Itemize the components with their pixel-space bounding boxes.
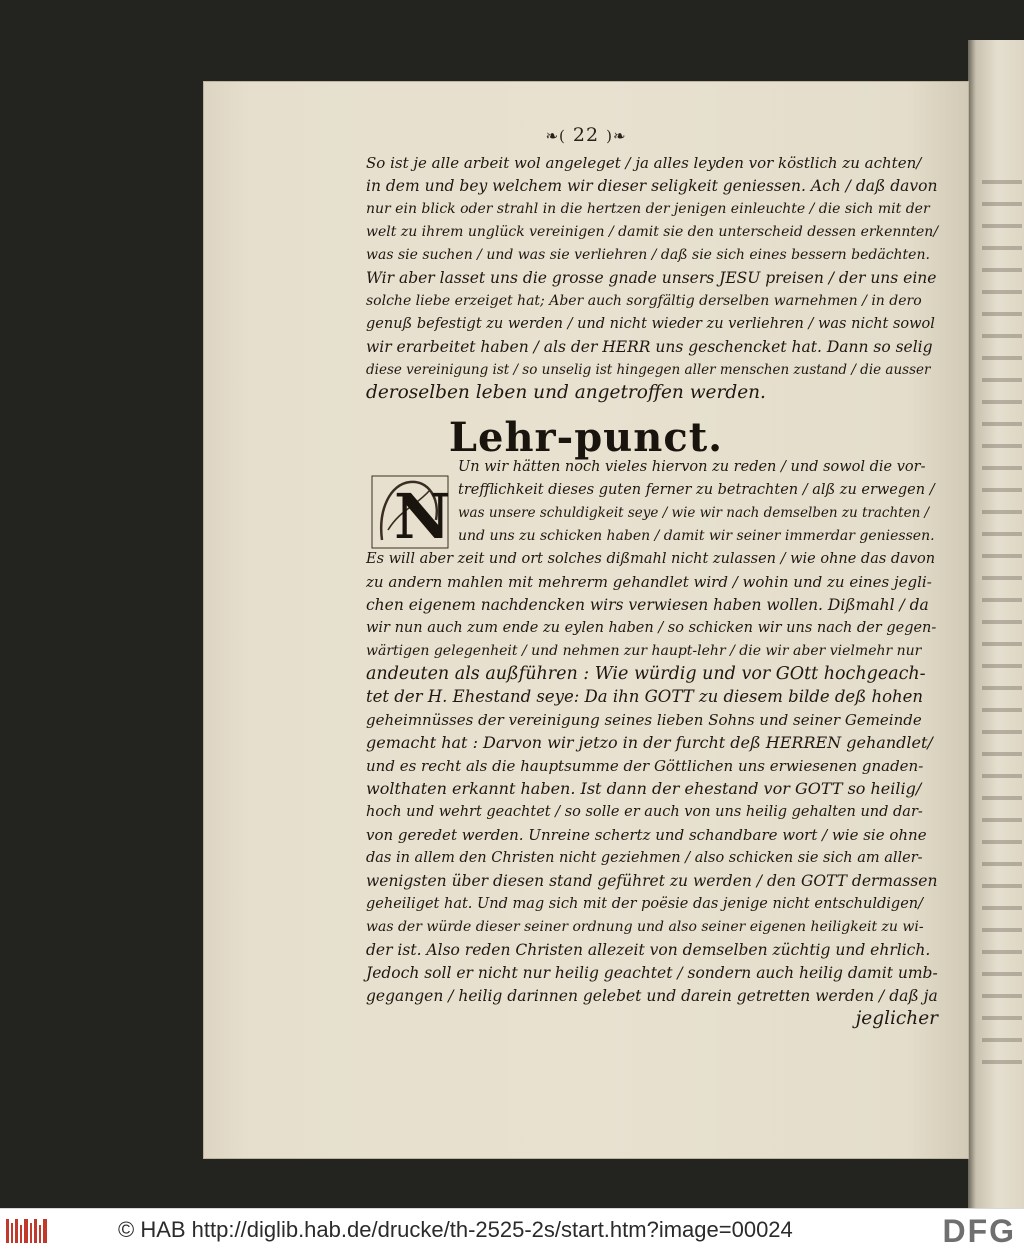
text-line: chen eigenem nachdencken wirs verwiesen haben wollen. Dißmahl / da [366,596,929,614]
text-line: und uns zu schicken haben / damit wir seiner immerdar geniessen. [458,528,935,544]
text-line: und es recht als die hauptsumme der Göttlichen uns erwiesenen gnaden- [366,757,924,775]
section-heading: Lehr-punct. [448,414,724,461]
adjacent-page-edge [968,40,1024,1208]
page-header [204,124,968,146]
text-line: trefflichkeit dieses guten ferner zu betrachten / alß zu erwegen / [458,482,935,498]
text-line: hoch und wehrt geachtet / so solle er auch von uns heilig gehalten und dar- [366,804,923,820]
text-line: diese vereinigung ist / so unselig ist hingegen aller menschen zustand / die ausser [366,362,931,378]
text-line: gegangen / heilig darinnen gelebet und darein getretten werden / daß ja [366,987,938,1005]
text-line: wärtigen gelegenheit / und nehmen zur haupt-lehr / die wir aber vielmehr nur [366,643,922,659]
hab-logo-icon [6,1217,48,1245]
text-line: genuß befestigt zu werden / und nicht wieder zu verliehren / was nicht sowol [366,316,935,332]
text-line: wir erarbeitet haben / als der HERR uns geschencket hat. Dann so selig [366,338,933,356]
text-line: was unsere schuldigkeit seye / wie wir nach demselben zu trachten / [458,505,930,521]
text-line: Es will aber zeit und ort solches dißmahl nicht zulassen / wie ohne das davon [366,551,936,567]
text-line: tet der H. Ehestand seye: Da ihn GOTT zu diesem bilde deß hohen [366,687,924,706]
text-line: wenigsten über diesen stand geführet zu werden / den GOTT dermassen [366,872,938,890]
text-line: in dem und bey welchem wir dieser seligkeit geniessen. Ach / daß davon [366,177,938,195]
text-line: wir nun auch zum ende zu eylen haben / so schicken wir uns nach der gegen- [366,620,937,636]
catchword: jeglicher [855,1008,938,1029]
text-line: deroselben leben und angetroffen werden. [366,382,766,403]
header-right-ornament: )❧ [606,127,627,145]
initial-letter: N [394,480,451,552]
text-line: geheiliget hat. Und mag sich mit der poësie das jenige nicht entschuldigen/ [366,896,923,912]
dfg-logo: DFG [942,1213,1016,1249]
text-line: solche liebe erzeiget hat; Aber auch sorgfältig derselben warnehmen / in dero [366,293,922,309]
page-number: 22 [572,124,600,146]
text-line: Jedoch soll er nicht nur heilig geachtet / sondern auch heilig damit umb- [366,964,938,982]
text-line: nur ein blick oder strahl in die hertzen der jenigen einleuchte / die sich mit der [366,201,930,217]
header-left-ornament: ❧( [545,127,566,145]
text-line: Un wir hätten noch vieles hiervon zu reden / und sowol die vor- [458,459,926,475]
viewer-footer [0,1208,1024,1252]
text-line: So ist je alle arbeit wol angeleget / ja alles leyden vor köstlich zu achten/ [366,154,922,172]
document-page [204,82,968,1158]
text-line: zu andern mahlen mit mehrerm gehandlet wird / wohin und zu eines jegli- [366,573,932,591]
text-line: das in allem den Christen nicht geziehmen / also schicken sie sich am aller- [366,850,923,866]
copyright-link[interactable]: © HAB http://diglib.hab.de/drucke/th-2525-2s/start.htm?image=00024 [118,1217,793,1242]
decorated-initial [370,470,452,552]
text-line: von geredet werden. Unreine schertz und schandbare wort / wie sie ohne [366,826,927,844]
text-line: was der würde dieser seiner ordnung und also seiner eigenen heiligkeit zu wi- [366,919,924,935]
text-line: andeuten als außführen : Wie würdig und vor GOtt hochgeach- [366,664,926,684]
text-line: Wir aber lasset uns die grosse gnade unsers JESU preisen / der uns eine [366,269,937,287]
text-line: wolthaten erkannt haben. Ist dann der ehestand vor GOTT so heilig/ [366,779,922,798]
text-line: geheimnüsses der vereinigung seines lieben Sohns und seiner Gemeinde [366,711,922,729]
text-line: welt zu ihrem unglück vereinigen / damit sie den unterscheid dessen erkennten/ [366,224,939,240]
text-line: der ist. Also reden Christen allezeit von demselben züchtig und ehrlich. [366,941,931,959]
text-line: gemacht hat : Darvon wir jetzo in der furcht deß HERREN gehandlet/ [366,733,933,752]
text-line: was sie suchen / und was sie verliehren / daß sie sich eines bessern bedächten. [366,247,930,263]
